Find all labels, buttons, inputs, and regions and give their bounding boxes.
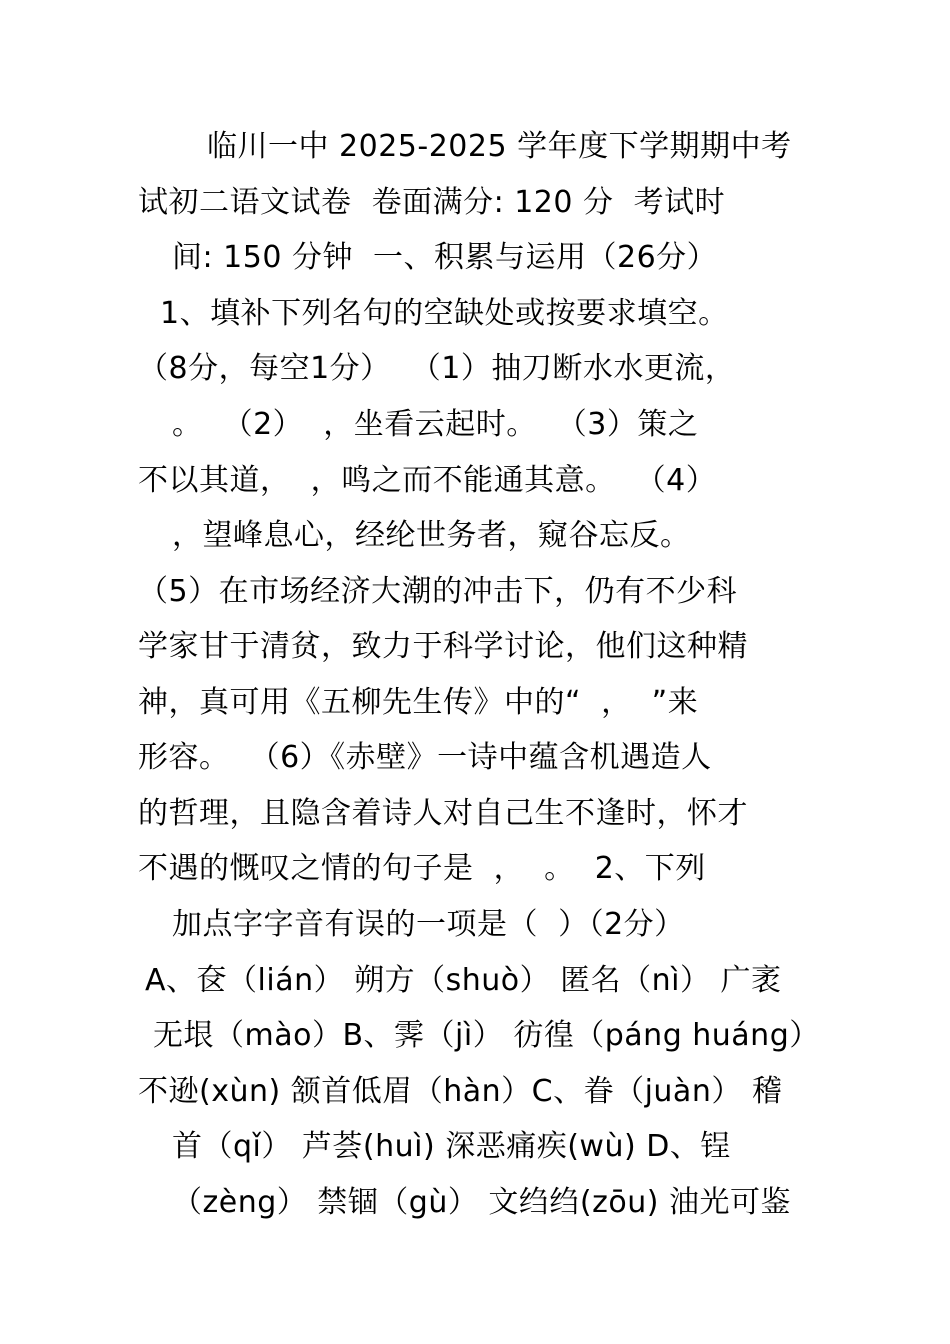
question-2-option-line: （zèng） 禁锢（gù） 文绉绉(zōu) 油光可鉴 — [172, 1185, 791, 1220]
exam-title-line-1: 临川一中 2025-2025 学年度下学期期中考 — [207, 129, 792, 164]
question-2-option-line: A、奁（lián） 朔方（shuò） 匿名（nì） 广袤 — [145, 963, 782, 998]
question-1-heading: 1、填补下列名句的空缺处或按要求填空。 — [160, 296, 729, 331]
question-1-text: 。 （2） ，坐看云起时。 （3）策之 — [172, 407, 699, 442]
question-1-text: （8分，每空1分） （1）抽刀断水水更流， — [138, 351, 736, 386]
exam-title-line-3: 间: 150 分钟 一、积累与运用（26分） — [172, 240, 718, 275]
question-2-heading: 不遇的慨叹之情的句子是 ， 。 2、下列 — [138, 851, 706, 886]
question-1-text: （5）在市场经济大潮的冲击下，仍有不少科 — [138, 574, 738, 609]
question-1-text: 学家甘于清贫，致力于科学讨论，他们这种精 — [138, 629, 748, 664]
question-1-text: 的哲理，且隐含着诗人对自己生不逢时，怀才 — [138, 796, 748, 831]
question-1-text: 形容。 （6）《赤壁》一诗中蕴含机遇造人 — [138, 740, 712, 775]
question-1-text: ，望峰息心，经纶世务者，窥谷忘反。 — [172, 518, 691, 553]
question-2-option-line: 不逊(xùn) 颔首低眉（hàn）C、眷（juàn） 稽 — [138, 1074, 783, 1109]
question-2-option-line: 首（qǐ） 芦荟(huì) 深恶痛疾(wù) D、锃 — [172, 1129, 731, 1164]
question-2-text: 加点字字音有误的一项是（ ）（2分） — [172, 907, 685, 942]
exam-title-line-2: 试初二语文试卷 卷面满分: 120 分 考试时 — [138, 185, 726, 220]
question-1-text: 神，真可用《五柳先生传》中的“ ， ”来 — [138, 685, 699, 720]
question-1-text: 不以其道， ，鸣之而不能通其意。 （4） — [138, 463, 717, 498]
question-2-option-line: 无垠（mào）B、霁（jì） 彷徨（páng huáng） — [153, 1018, 820, 1053]
